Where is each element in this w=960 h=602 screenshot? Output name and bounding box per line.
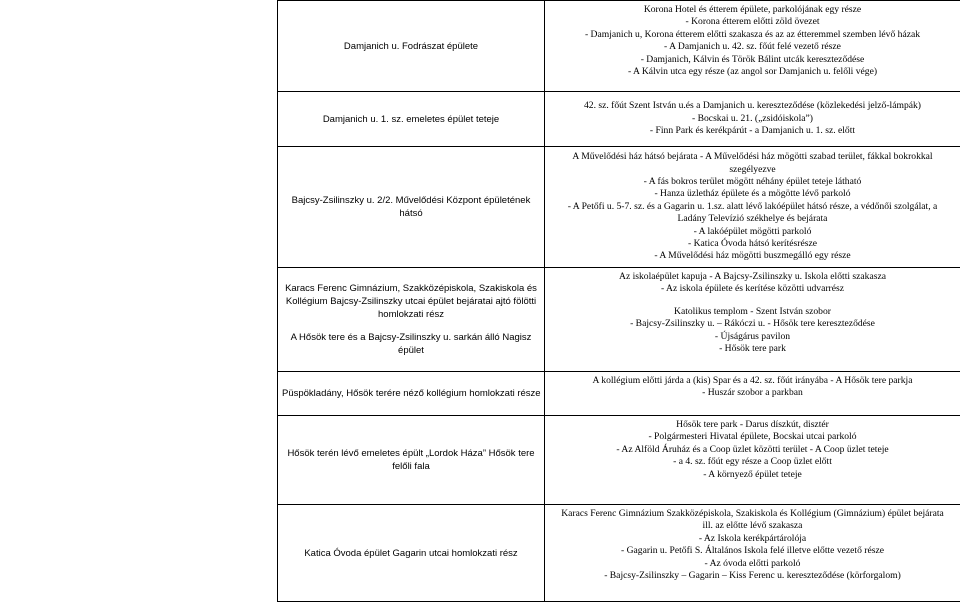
visible-area-text: - A Kálvin utca egy része (az angol sor Damjanich u. felőli vége) xyxy=(549,66,956,78)
camera-location-text: Karacs Ferenc Gimnázium, Szakközépiskola, Szakiskola és xyxy=(282,282,540,295)
table-row xyxy=(278,147,960,268)
visible-area-text: A Művelődési ház hátsó bejárata - A Művelődési ház mögötti szabad terület, fákkal bokrokkal xyxy=(549,151,956,163)
visible-area-text: A kollégium előtti járda a (kis) Spar és a 42. sz. főút irányába - A Hősök tere parkja xyxy=(549,375,956,387)
visible-area-text: - Finn Park és kerékpárút - a Damjanich u. 1. sz. előtt xyxy=(549,125,956,137)
visible-area-text: - Korona étterem előtti zöld övezet xyxy=(549,16,956,28)
visible-area-cell xyxy=(545,1,960,92)
camera-location-text: épület xyxy=(282,344,540,357)
visible-area-text: Katolikus templom - Szent István szobor xyxy=(549,306,956,318)
table-row xyxy=(278,372,960,416)
visible-area-text: - A lakóépület mögötti parkoló xyxy=(549,226,956,238)
visible-area-text: - Az óvoda előtti parkoló xyxy=(549,558,956,570)
line-spacer xyxy=(282,321,540,331)
camera-location-cell xyxy=(278,1,545,92)
visible-area-text: Ladány Televízió székhelye és bejárata xyxy=(549,213,956,225)
table-row xyxy=(278,92,960,147)
camera-location-text: Püspökladány, Hősök terére néző kollégium homlokzati része xyxy=(282,387,540,400)
camera-location-text: Kollégium Bajcsy-Zsilinszky utcai épület bejáratai ajtó fölötti xyxy=(282,295,540,308)
camera-location-text: Bajcsy-Zsilinszky u. 2/2. Művelődési Központ épületének xyxy=(282,194,540,207)
visible-area-text: - Gagarin u. Petőfi S. Általános Iskola felé illetve előtte vezető része xyxy=(549,545,956,557)
visible-area-text: - Hősök tere park xyxy=(549,343,956,355)
camera-location-text: Damjanich u. 1. sz. emeletes épület teteje xyxy=(282,113,540,126)
camera-location-cell xyxy=(278,92,545,147)
camera-location-cell xyxy=(278,372,545,416)
visible-area-text: - Damjanich, Kálvin és Török Bálint utcák kereszteződése xyxy=(549,54,956,66)
visible-area-text: - Huszár szobor a parkban xyxy=(549,387,956,399)
visible-area-cell xyxy=(545,268,960,372)
visible-area-cell xyxy=(545,416,960,505)
camera-location-text: felőli fala xyxy=(282,460,540,473)
camera-location-text: hátsó xyxy=(282,207,540,220)
camera-location-text: Damjanich u. Fodrászat épülete xyxy=(282,40,540,53)
visible-area-text: - Újságárus pavilon xyxy=(549,331,956,343)
visible-area-cell xyxy=(545,147,960,268)
visible-area-cell xyxy=(545,92,960,147)
visible-area-text: - Polgármesteri Hivatal épülete, Bocskai utcai parkoló xyxy=(549,431,956,443)
location-table xyxy=(277,0,960,602)
visible-area-text: - Katica Óvoda hátsó kerítésrésze xyxy=(549,238,956,250)
table-row xyxy=(278,505,960,602)
visible-area-text: - Bajcsy-Zsilinszky u. – Rákóczi u. - Hősök tere kereszteződése xyxy=(549,318,956,330)
table-row xyxy=(278,1,960,92)
camera-location-cell xyxy=(278,147,545,268)
visible-area-text: - A Damjanich u. 42. sz. főút felé vezető része xyxy=(549,41,956,53)
visible-area-text: - Az Iskola kerékpártárolója xyxy=(549,533,956,545)
camera-location-cell xyxy=(278,268,545,372)
camera-location-cell xyxy=(278,505,545,602)
visible-area-text: Hősök tere park - Darus díszkút, disztér xyxy=(549,419,956,431)
visible-area-text: - A fás bokros terület mögött néhány épület teteje látható xyxy=(549,176,956,188)
visible-area-text: Korona Hotel és étterem épülete, parkolójának egy része xyxy=(549,4,956,16)
visible-area-text: - A környező épület teteje xyxy=(549,469,956,481)
visible-area-text: Karacs Ferenc Gimnázium Szakközépiskola, Szakiskola és Kollégium (Gimnázium) épület bejárata xyxy=(549,508,956,520)
table-row xyxy=(278,416,960,505)
visible-area-text: Az iskolaépület kapuja - A Bajcsy-Zsilinszky u. Iskola előtti szakasza xyxy=(549,271,956,283)
visible-area-text: - Hanza üzletház épülete és a mögötte lévő parkoló xyxy=(549,188,956,200)
visible-area-text: - a 4. sz. főút egy része a Coop üzlet előtt xyxy=(549,456,956,468)
visible-area-cell xyxy=(545,372,960,416)
visible-area-text: szegélyezve xyxy=(549,164,956,176)
visible-area-text: - A Petőfi u. 5-7. sz. és a Gagarin u. 1.sz. alatt lévő lakóépület hátsó része, a védőnői szolgálat, a xyxy=(549,201,956,213)
table-body xyxy=(278,1,960,602)
visible-area-text: ill. az előtte lévő szakasza xyxy=(549,520,956,532)
visible-area-text: - Bajcsy-Zsilinszky – Gagarin – Kiss Ferenc u. kereszteződése (körforgalom) xyxy=(549,570,956,582)
visible-area-text: - Damjanich u, Korona étterem előtti szakasza és az az étteremmel szemben lévő házak xyxy=(549,29,956,41)
camera-location-cell xyxy=(278,416,545,505)
camera-location-text: Katica Óvoda épület Gagarin utcai homlokzati rész xyxy=(282,547,540,560)
camera-location-text: Hősök terén lévő emeletes épült „Lordok Háza” Hősök tere xyxy=(282,447,540,460)
visible-area-text: - A Művelődési ház mögötti buszmegálló egy része xyxy=(549,250,956,262)
visible-area-text: 42. sz. főút Szent István u.és a Damjanich u. kereszteződése (közlekedési jelző-lámpák) xyxy=(549,100,956,112)
visible-area-text: - Az Alföld Áruház és a Coop üzlet közötti terület - A Coop üzlet teteje xyxy=(549,444,956,456)
visible-area-text: - Az iskola épülete és kerítése közötti udvarrész xyxy=(549,283,956,295)
visible-area-text: - Bocskai u. 21. („zsidóiskola”) xyxy=(549,113,956,125)
table-row xyxy=(278,268,960,372)
camera-location-text: A Hősök tere és a Bajcsy-Zsilinszky u. sarkán álló Nagisz xyxy=(282,331,540,344)
line-spacer xyxy=(549,296,956,306)
camera-location-text: homlokzati rész xyxy=(282,308,540,321)
visible-area-cell xyxy=(545,505,960,602)
